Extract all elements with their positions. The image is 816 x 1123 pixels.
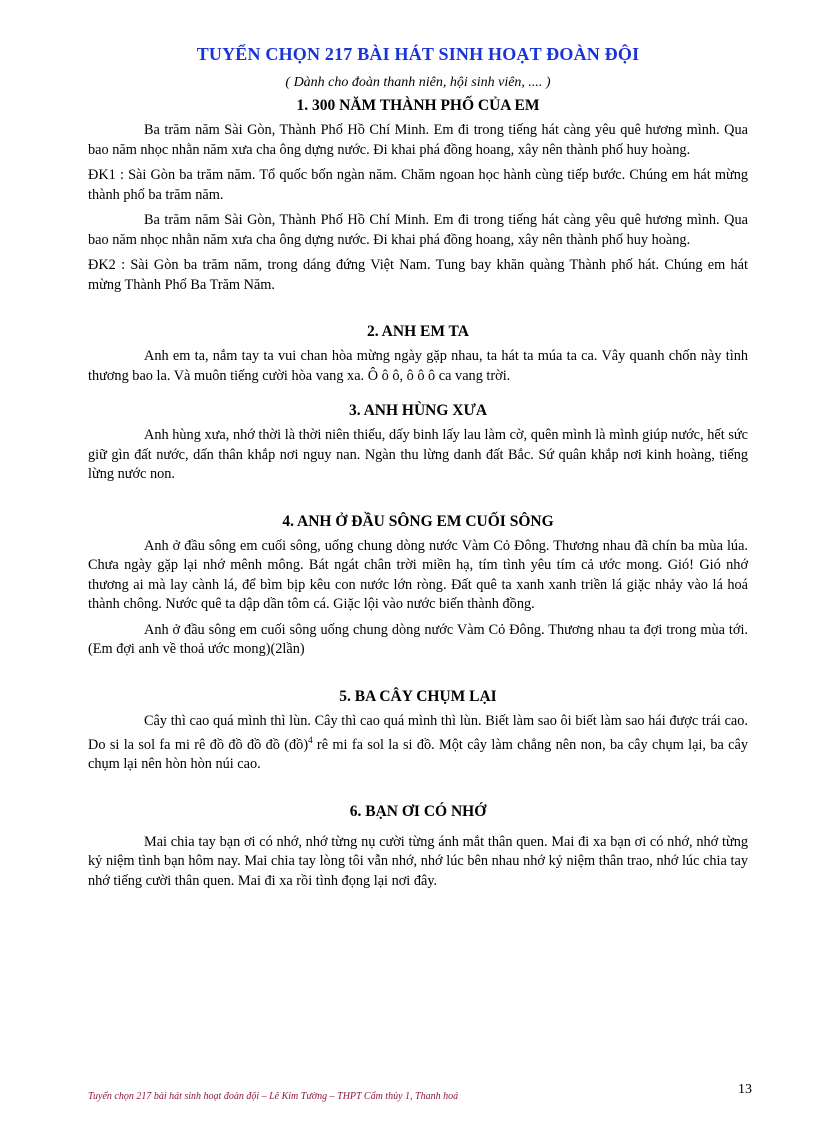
- song-verse: Anh ở đầu sông em cuối sông uống chung dòng nước Vàm Cỏ Đông. Thương nhau ta đợi trong mùa tới. (Em đợi anh về thoả ước mong)(2lần): [88, 621, 748, 657]
- song-verse: Anh hùng xưa, nhớ thời là thời niên thiếu, dấy binh lấy lau làm cờ, quên mình là mình giúp nước, hết sức giữ gìn đất nước, dấn thân khắp nơi nguy nan. Ngàn thu lừng danh đất Bắc. Sứ quân khắp nơi kinh hoàng, tiếng lừng nước non.: [88, 427, 748, 482]
- page-footer: [88, 1082, 752, 1104]
- song-verse: [88, 712, 748, 775]
- song-title: 4. ANH Ở ĐẦU SÔNG EM CUỐI SÔNG: [282, 512, 554, 530]
- song-verse: Ba trăm năm Sài Gòn, Thành Phố Hồ Chí Minh. Em đi trong tiếng hát càng yêu quê hương mình. Qua bao năm nhọc nhằn năm xưa cha ông dựng nước. Đi khai phá đồng hoang, xây nên thành phố huy hoàng.: [88, 122, 748, 158]
- song-verse: Ba trăm năm Sài Gòn, Thành Phố Hồ Chí Minh. Em đi trong tiếng hát càng yêu quê hương mình. Qua bao năm nhọc nhằn năm xưa cha ông dựng nước. Đi khai phá đồng hoang, xây nên thành phố huy hoàng.: [88, 212, 748, 248]
- song-verse: Anh ở đầu sông em cuối sông, uống chung dòng nước Vàm Cỏ Đông. Thương nhau đã chín ba mùa lúa. Chưa ngày gặp lại nhớ mênh mông. Bát ngát chân trời miền hạ, tím tình yêu tím cả ước mong. Gió! Gió nhớ thương ai mà lay cành lá, để bìm bịp kêu con nước lớn ròng. Đất quê ta xanh xanh triền lá giặc nhảy vào lá hoá thành chông. Nước quê ta dập dần tôm cá. Giặc lội vào nước biến thành đồng.: [88, 537, 748, 612]
- song-4: [88, 513, 748, 660]
- song-5: [88, 688, 748, 775]
- song-verse: Anh em ta, nắm tay ta vui chan hòa mừng ngày gặp nhau, ta hát ta múa ta ca. Vây quanh chốn này tình thương bao la. Và muôn tiếng cười hòa vang xa. Ô ô ô, ô ô ô ca vang trời.: [88, 348, 748, 384]
- document-page: [88, 44, 748, 897]
- footer-text: Tuyển chọn 217 bài hát sinh hoạt đoàn đội – Lê Kim Tường – THPT Cẩm thủy 1, Thanh hoá: [88, 1091, 459, 1102]
- song-1: [88, 97, 748, 295]
- song-chorus: ĐK1 : Sài Gòn ba trăm năm. Tổ quốc bốn ngàn năm. Chăm ngoan học hành cùng tiếp bước. Chúng em hát mừng thành phố ba trăm năm.: [88, 167, 748, 203]
- song-title: 6. BẠN ƠI CÓ NHỚ: [349, 802, 487, 820]
- song-6: [88, 803, 748, 892]
- song-3: [88, 402, 748, 485]
- page-number: 13: [738, 1082, 752, 1097]
- song-title: 3. ANH HÙNG XƯA: [348, 402, 488, 419]
- song-2: [88, 323, 748, 386]
- verse-text-part: Cây thì cao quá mình thì lùn. Cây thì cao quá mình thì lùn. Biết làm sao ôi biết làm sao hái được trái cao. Do si la sol fa mi rê đồ đồ đồ đồ (đồ): [88, 712, 748, 753]
- song-title: 1. 300 NĂM THÀNH PHỐ CỦA EM: [296, 97, 540, 114]
- verse-text-part: rê mi fa sol la si đồ. Một cây làm chẳng nên non, ba cây chụm lại, ba cây chụm lại nên hòn hòn núi cao.: [88, 736, 748, 773]
- superscript-marker: 4: [308, 735, 313, 745]
- song-verse: Mai chia tay bạn ơi có nhớ, nhớ từng nụ cười từng ánh mắt thân quen. Mai đi xa bạn ơi có nhớ, nhớ từng kỷ niệm tình bạn hôm nay. Mai chia tay lòng tôi vẫn nhớ, nhớ lúc bên nhau nhớ kỷ niệm thân trao, nhớ lúc chia tay nhớ tiếng cười thân quen. Mai đi xa rồi tình đọng lại nơi đây.: [88, 833, 748, 889]
- document-subtitle: ( Dành cho đoàn thanh niên, hội sinh viên, .... ): [285, 75, 551, 90]
- document-title: TUYỂN CHỌN 217 BÀI HÁT SINH HOẠT ĐOÀN ĐỘI: [196, 44, 640, 64]
- song-title: 2. ANH EM TA: [367, 323, 469, 340]
- song-title: 5. BA CÂY CHỤM LẠI: [339, 687, 497, 705]
- song-chorus: ĐK2 : Sài Gòn ba trăm năm, trong dáng đứng Việt Nam. Tung bay khăn quàng Thành phố hát. Chúng em hát mừng Thành Phố Ba Trăm Năm.: [88, 257, 748, 293]
